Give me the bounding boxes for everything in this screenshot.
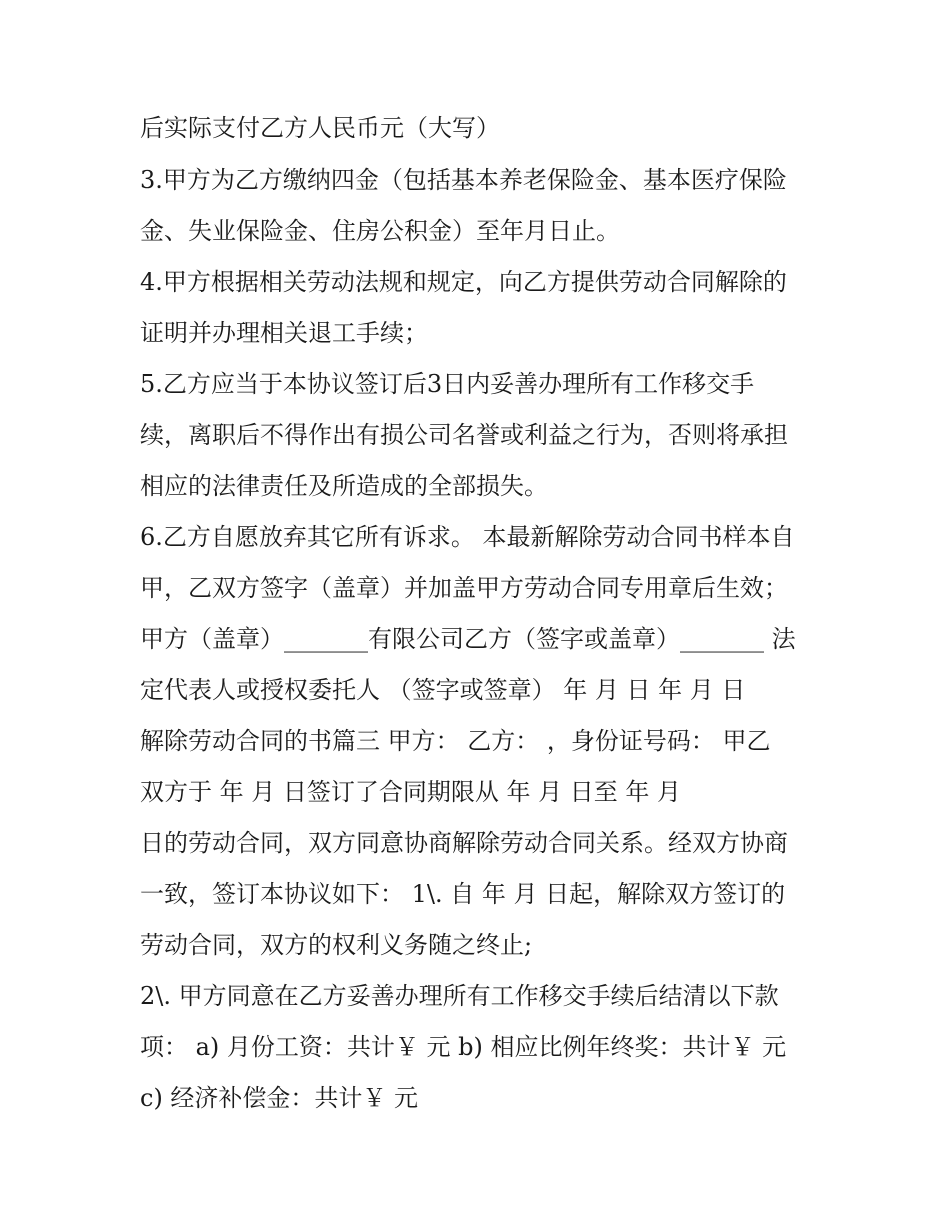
text-line: 相应的法律责任及所造成的全部损失。 — [140, 472, 548, 500]
text-line: 甲，乙双方签字（盖章）并加盖甲方劳动合同专用章后生效； — [140, 574, 788, 602]
text-line: 6.乙方自愿放弃其它所有诉求。 本最新解除劳动合同书样本自 — [140, 523, 795, 551]
text-line: c) 经济补偿金：共计￥ 元 — [140, 1084, 419, 1112]
text-line: 甲方（盖章）_______有限公司乙方（签字或盖章）_______ 法 — [140, 625, 796, 653]
text-line: 后实际支付乙方人民币元（大写） — [140, 114, 500, 142]
text-line: 续，离职后不得作出有损公司名誉或利益之行为，否则将承担 — [140, 421, 788, 449]
text-line: 双方于 年 月 日签订了合同期限从 年 月 日至 年 月 — [140, 778, 682, 806]
text-line: 金、失业保险金、住房公积金）至年月日止。 — [140, 217, 620, 245]
text-line: 解除劳动合同的书篇三 甲方： 乙方： ，身份证号码： 甲乙 — [140, 727, 771, 755]
text-line: 2\. 甲方同意在乙方妥善办理所有工作移交手续后结清以下款 — [140, 982, 779, 1010]
text-line: 劳动合同，双方的权利义务随之终止; — [140, 931, 533, 959]
text-line: 5.乙方应当于本协议签订后3日内妥善办理所有工作移交手 — [140, 370, 755, 398]
text-line: 项： a) 月份工资：共计￥ 元 b) 相应比例年终奖：共计￥ 元 — [140, 1033, 787, 1061]
text-line: 一致，签订本协议如下： 1\. 自 年 月 日起，解除双方签订的 — [140, 880, 786, 908]
text-line: 4.甲方根据相关劳动法规和规定，向乙方提供劳动合同解除的 — [140, 268, 787, 296]
text-line: 定代表人或授权委托人 （签字或签章） 年 月 日 年 月 日 — [140, 676, 746, 704]
text-line: 日的劳动合同，双方同意协商解除劳动合同关系。经双方协商 — [140, 829, 788, 857]
text-line: 3.甲方为乙方缴纳四金（包括基本养老保险金、基本医疗保险 — [140, 166, 787, 194]
text-line: 证明并办理相关退工手续； — [140, 319, 428, 347]
